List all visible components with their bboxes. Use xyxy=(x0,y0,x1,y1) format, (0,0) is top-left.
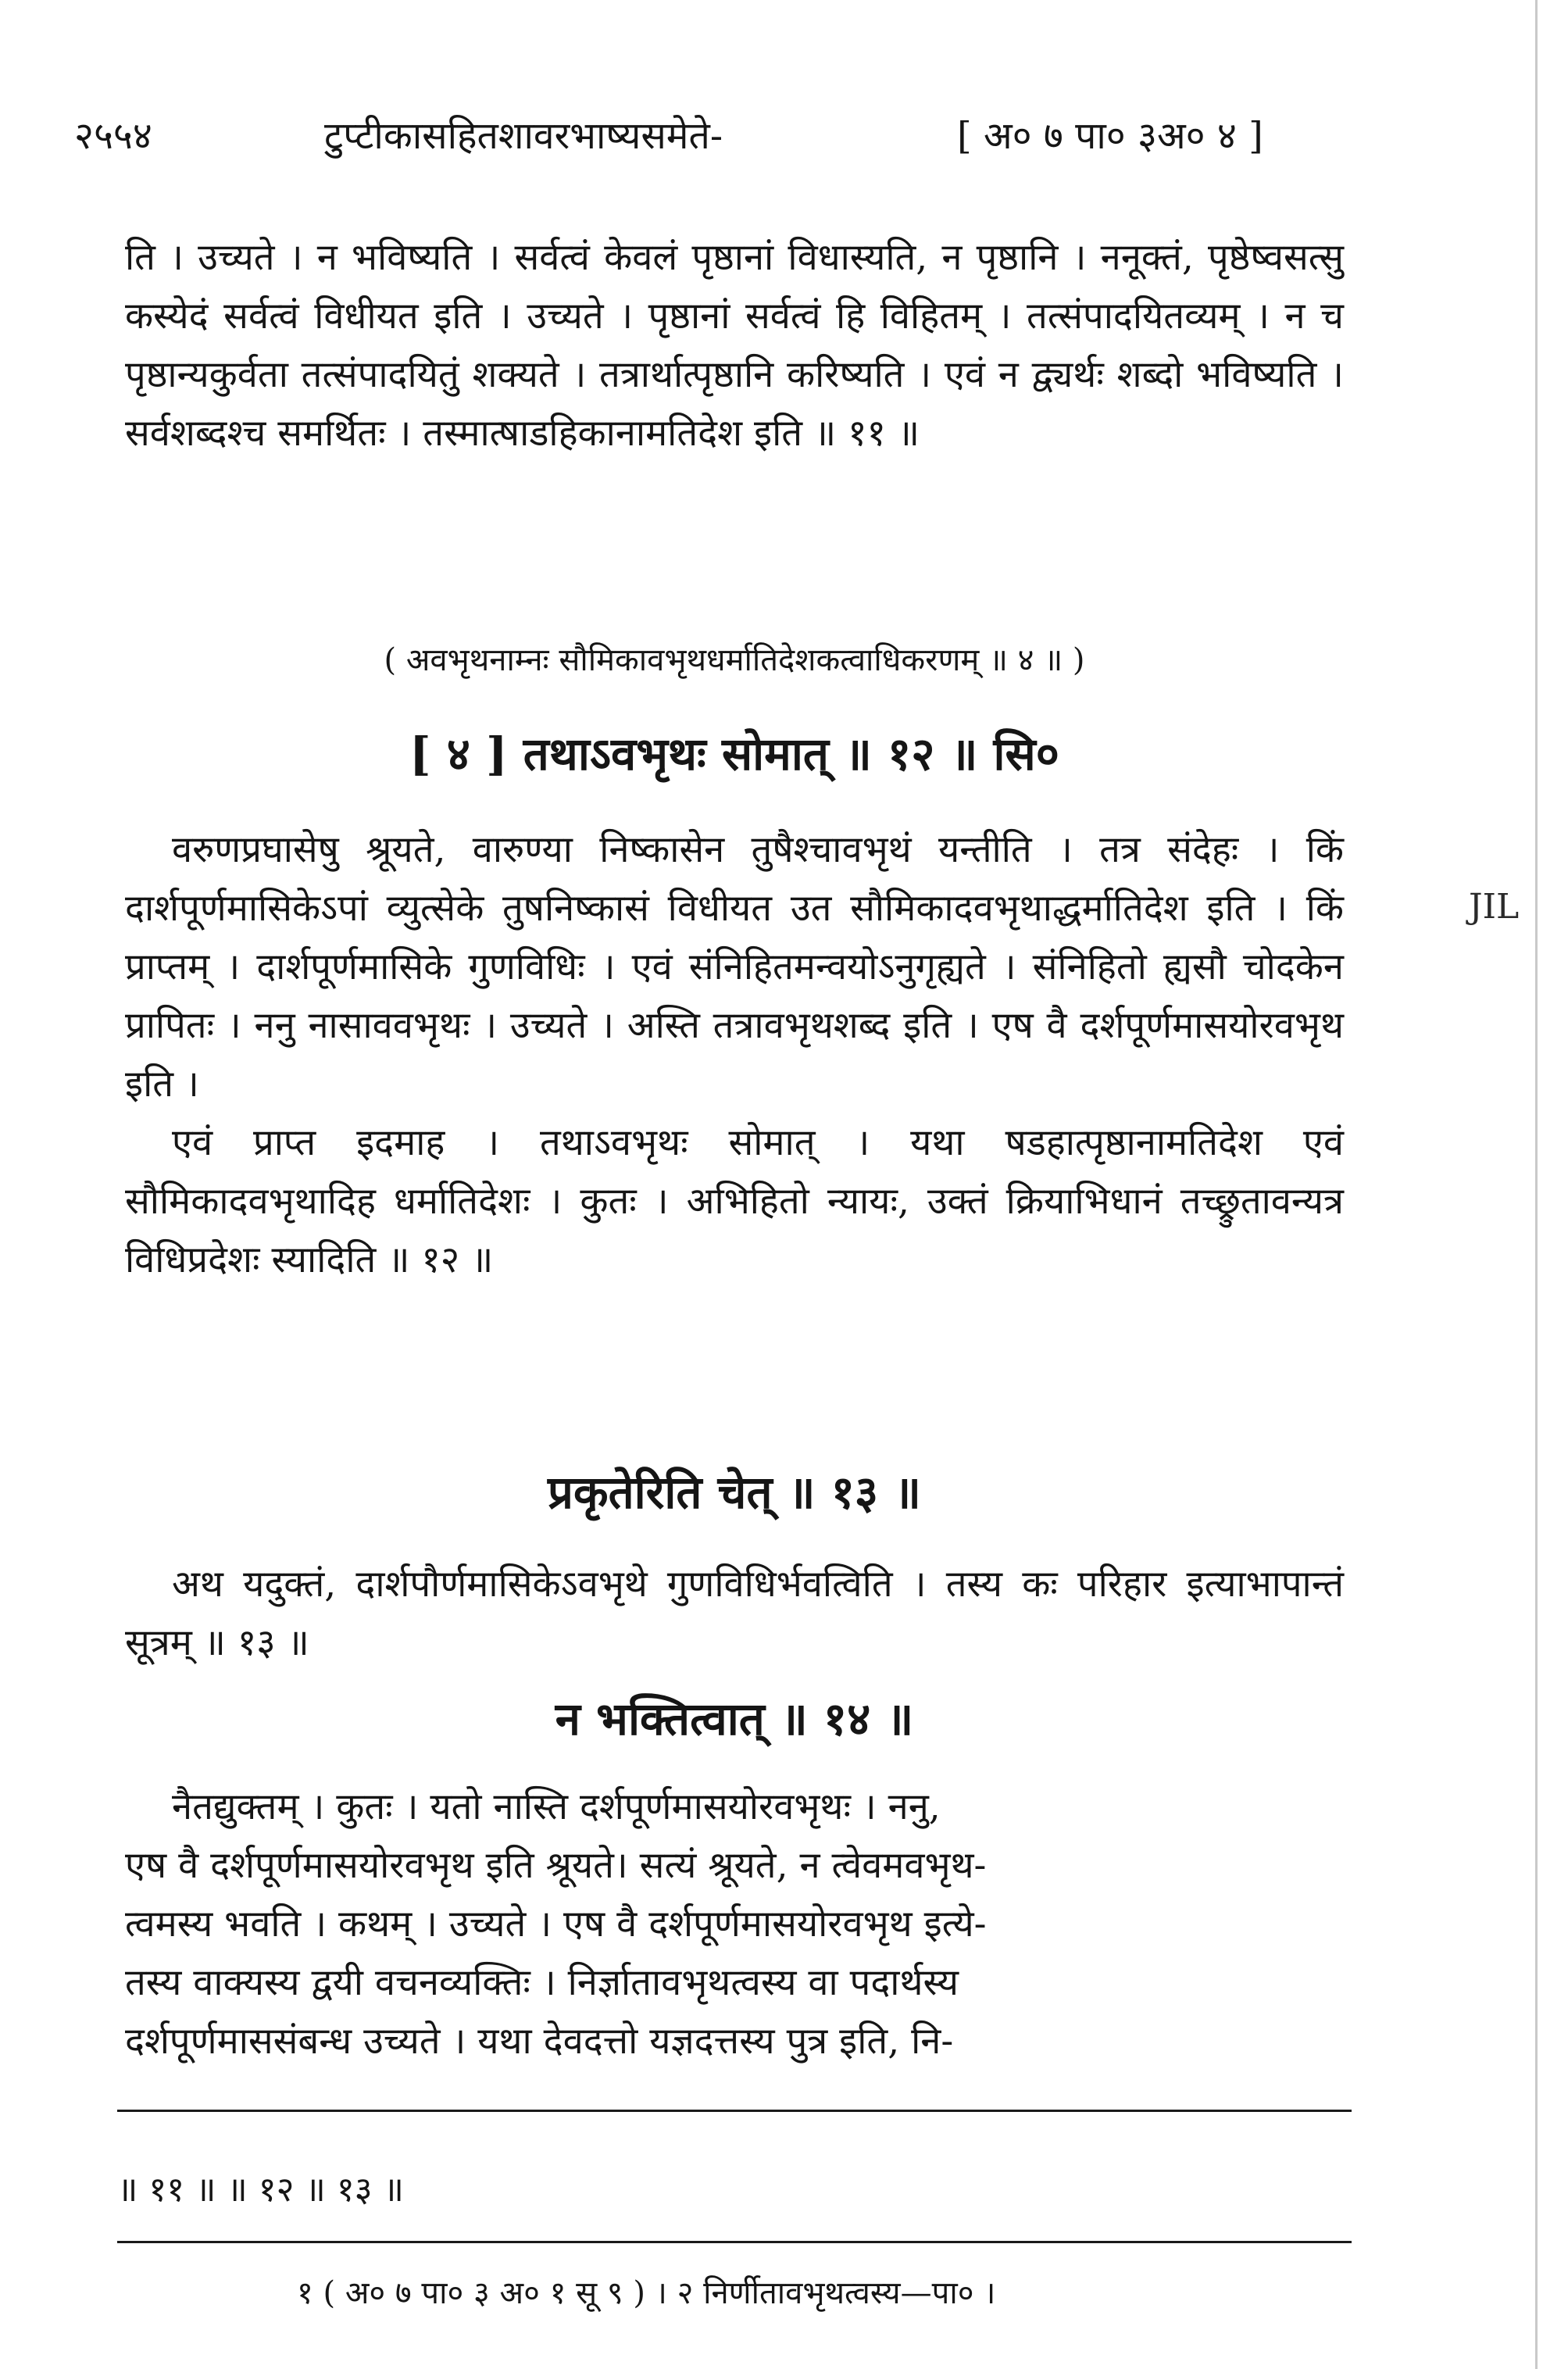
footnote-divider xyxy=(117,2110,1352,2112)
commentary-line: एष वै दर्शपूर्णमासयोरवभृथ इति श्रूयते। सत्यं श्रूयते, न त्वेवमवभृथ- xyxy=(125,1844,987,1887)
commentary-line: तस्य वाक्यस्य द्वयी वचनव्यक्तिः । निर्ज्ञातावभृथत्वस्य वा पदार्थस्य xyxy=(125,1961,959,2004)
commentary-block-4 xyxy=(125,1778,1344,2071)
margin-mark: JIL xyxy=(1469,887,1520,927)
commentary-paragraph: एवं प्राप्त इदमाह । तथाऽवभृथः सोमात् । यथा षडहात्पृष्ठानामतिदेश एवं सौमिकादवभृथादिह धर्मातिदेशः । कुतः । अभिहितो न्यायः, उक्तं क्रियाभिधानं तच्छ्रुतावन्यत्र विधिप्रदेशः स्यादिति ॥ १२ ॥ xyxy=(125,1121,1344,1281)
commentary-paragraph: ति । उच्यते । न भविष्यति । सर्वत्वं केवलं पृष्ठानां विधास्यति, न पृष्ठानि । ननूक्तं, पृष्ठेष्वसत्सु कस्येदं सर्वत्वं विधीयत इति । उच्यते । पृष्ठानां सर्वत्वं हि विहितम् । तत्संपादयितव्यम् । न च पृष्ठान्यकुर्वता तत्संपादयितुं शक्यते । तत्रार्थात्पृष्ठानि करिष्यति । एवं न द्व्यर्थः शब्दो भविष्यति । सर्वशब्दश्च समर्थितः । तस्मात्षाडहिकानामतिदेश इति ॥ ११ ॥ xyxy=(125,236,1344,455)
commentary-line: त्वमस्य भवति । कथम् । उच्यते । एष वै दर्शपूर्णमासयोरवभृथ इत्ये- xyxy=(125,1903,987,1946)
footnote-numbers: ॥ ११ ॥ ॥ १२ ॥ १३ ॥ xyxy=(117,2170,404,2210)
page-footer-notes: १ ( अ० ७ पा० ३ अ० १ सू ९ ) । २ निर्णीतावभृथत्वस्य—पा० । xyxy=(297,2275,996,2311)
commentary-paragraph: वरुणप्रघासेषु श्रूयते, वारुण्या निष्कासेन तुषैश्चावभृथं यन्तीति । तत्र संदेहः । किं दार्शपूर्णमासिकेऽपां व्युत्सेके तुषनिष्कासं विधीयत उत सौमिकादवभृथाद्धर्मातिदेश इति । किं प्राप्तम् । दार्शपूर्णमासिके गुणविधिः । एवं संनिहितमन्वयोऽनुगृह्यते । संनिहितो ह्यसौ चोदकेन प्रापितः । ननु नासाववभृथः । उच्यते । अस्ति तत्रावभृथशब्द इति । एष वै दर्शपूर्णमासयोरवभृथ इति । xyxy=(125,828,1344,1106)
sutra-12-heading: [ ४ ] तथाऽवभृथः सोमात् ॥ १२ ॥ सि० xyxy=(409,727,1059,781)
adhikarana-title: ( अवभृथनाम्नः सौमिकावभृथधर्मातिदेशकत्वाधिकरणम् ॥ ४ ॥ ) xyxy=(384,642,1085,678)
footer-divider xyxy=(117,2241,1352,2243)
commentary-line: दर्शपूर्णमाससंबन्ध उच्यते । यथा देवदत्तो यज्ञदत्तस्य पुत्र इति, नि- xyxy=(125,2020,954,2063)
commentary-paragraph: अथ यदुक्तं, दार्शपौर्णमासिकेऽवभृथे गुणविधिर्भवत्विति । तस्य कः परिहार इत्याभापान्तं सूत्रम् ॥ १३ ॥ xyxy=(125,1563,1344,1664)
page-header xyxy=(74,100,1340,163)
sutra-13-heading: प्रकृतेरिति चेत् ॥ १३ ॥ xyxy=(548,1466,921,1519)
page-edge-line xyxy=(1535,0,1538,2369)
commentary-block-3 xyxy=(125,1555,1344,1672)
commentary-line: नैतद्युक्तम् । कुतः । यतो नास्ति दर्शपूर्णमासयोरवभृथः । ननु, xyxy=(172,1785,941,1828)
section-reference: [ अ० ७ पा० ३अ० ४ ] xyxy=(957,114,1263,158)
commentary-block-1 xyxy=(125,228,1344,463)
commentary-block-2 xyxy=(125,820,1344,1289)
page-number: २५५४ xyxy=(74,114,152,158)
sutra-14-heading: न भक्तित्वात् ॥ १४ ॥ xyxy=(555,1692,914,1745)
running-title: टुप्टीकासहितशावरभाष्यसमेते- xyxy=(324,114,723,158)
